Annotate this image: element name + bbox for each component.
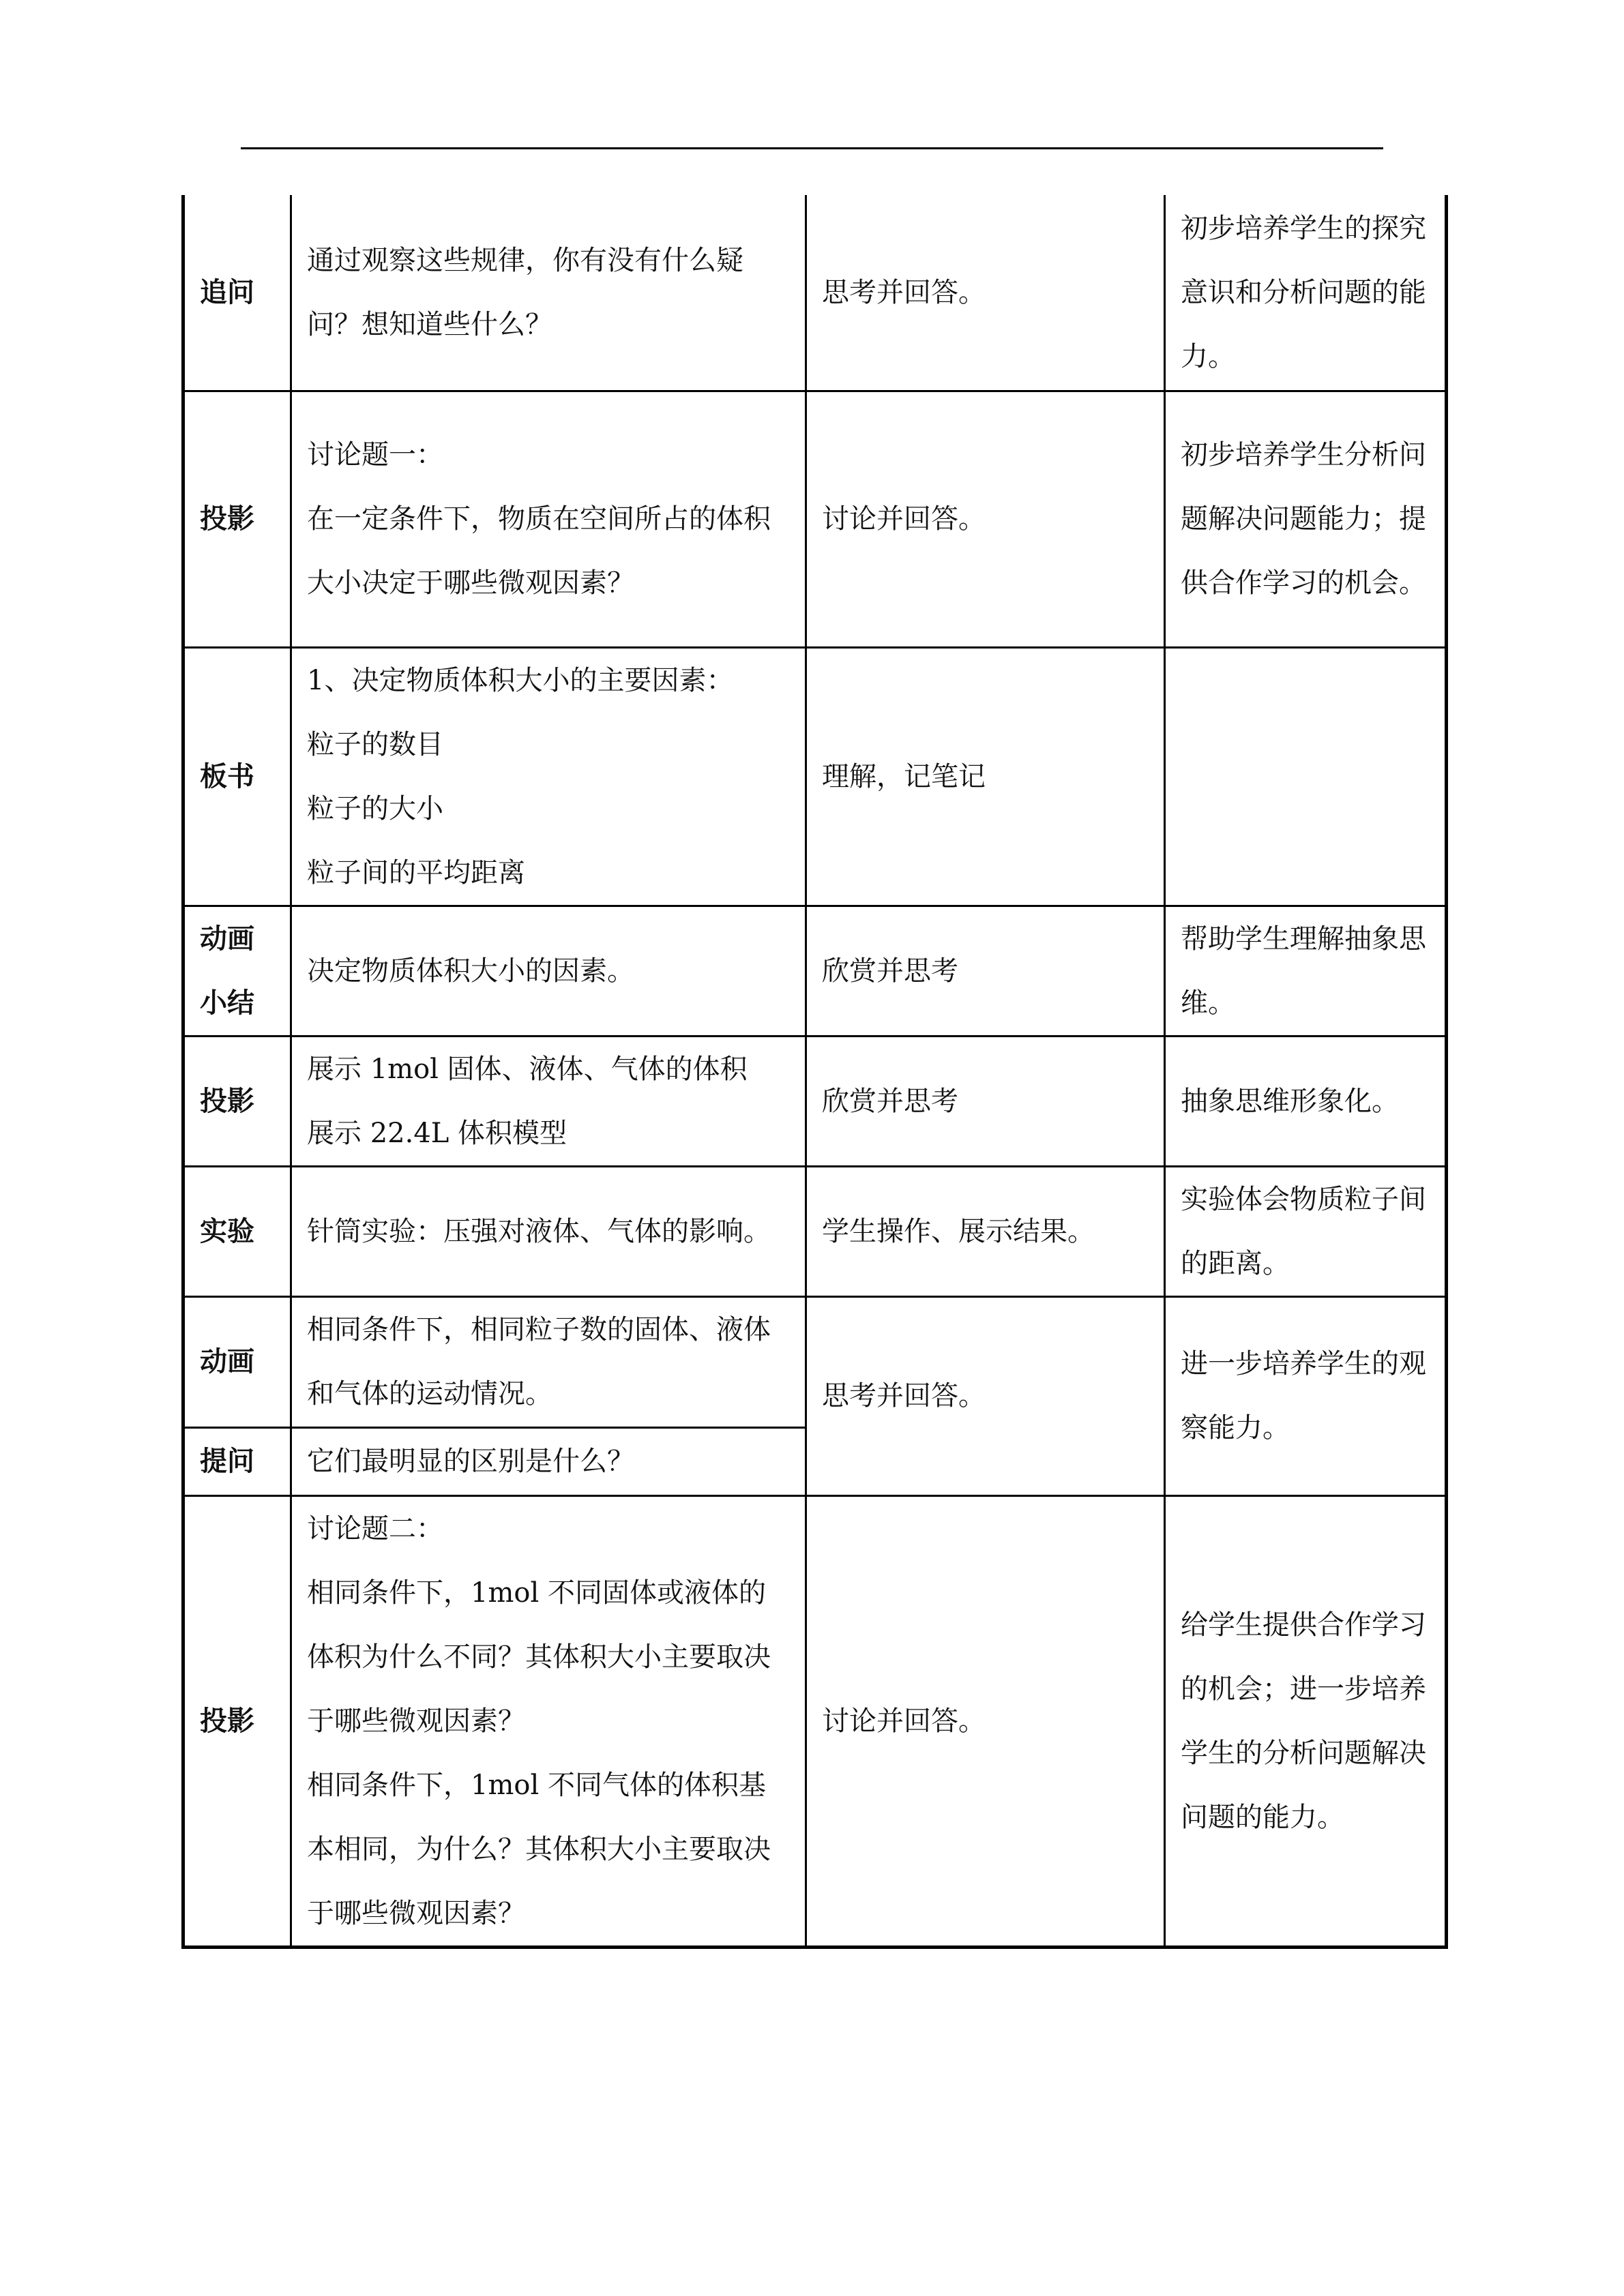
activity-label-cell [183,647,291,906]
activity-label-cell [183,1495,291,1947]
student-activity-cell [806,1296,1165,1495]
activity-label-cell [183,906,291,1036]
teaching-content-text: 针筒实验：压强对液体、气体的影响。 [307,1215,771,1247]
design-purpose-text: 初步培养学生分析问题解决问题能力；提供合作学习的机会。 [1181,439,1426,599]
activity-label-cell [183,195,291,391]
activity-label-cell [183,391,291,647]
activity-label-cell [183,1296,291,1427]
teaching-content-cell [291,1166,806,1296]
activity-label: 投影 [200,1085,254,1117]
activity-label: 小结 [200,987,254,1019]
student-activity-cell [806,1495,1165,1947]
teaching-content-text: 讨论题一： [307,439,443,471]
teaching-content-text: 讨论题二： [307,1512,443,1545]
teaching-content-text: 相同条件下，1mol 不同气体的体积基本相同，为什么？其体积大小主要取决于哪些微观因素？ [307,1769,771,1929]
design-purpose-cell [1165,1166,1447,1296]
student-activity-text: 学生操作、展示结果。 [822,1215,1095,1247]
student-activity-cell [806,195,1165,391]
teaching-content-text: 粒子的大小 [307,792,443,824]
header-rule [241,147,1383,149]
table-row [183,195,1447,391]
design-purpose-cell [1165,1036,1447,1166]
design-purpose-text: 实验体会物质粒子间的距离。 [1181,1183,1426,1279]
lesson-plan-table [181,195,1448,1949]
student-activity-cell [806,647,1165,906]
activity-label: 实验 [200,1215,254,1247]
student-activity-text: 欣赏并思考 [822,1085,958,1117]
table-row [183,1495,1447,1947]
design-purpose-cell [1165,1495,1447,1947]
teaching-content-text: 相同条件下，相同粒子数的固体、液体和气体的运动情况。 [307,1314,771,1410]
design-purpose-text: 初步培养学生的探究意识和分析问题的能力。 [1181,212,1426,372]
student-activity-text: 思考并回答。 [822,276,986,308]
teaching-content-text: 粒子间的平均距离 [307,856,525,889]
table-row [183,391,1447,647]
table-row [183,1036,1447,1166]
teaching-content-text: 展示 22.4L 体积模型 [307,1117,567,1149]
activity-label: 动画 [200,923,254,955]
teaching-content-text: 它们最明显的区别是什么？ [307,1446,634,1477]
teaching-content-cell [291,906,806,1036]
activity-label-cell [183,1427,291,1495]
student-activity-cell [806,391,1165,647]
design-purpose-text: 抽象思维形象化。 [1181,1085,1399,1117]
teaching-content-cell [291,391,806,647]
lesson-plan-table-wrapper [181,195,1445,1949]
table-row [183,906,1447,1036]
teaching-content-text: 展示 1mol 固体、液体、气体的体积 [307,1053,748,1085]
student-activity-text: 理解，记笔记 [822,760,986,792]
activity-label: 动画 [200,1346,254,1377]
student-activity-text: 欣赏并思考 [822,955,958,987]
teaching-content-text: 在一定条件下，物质在空间所占的体积大小决定于哪些微观因素？ [307,503,771,599]
student-activity-text: 讨论并回答。 [822,503,986,535]
teaching-content-cell [291,1495,806,1947]
teaching-content-cell [291,1427,806,1495]
activity-label: 板书 [200,760,254,792]
design-purpose-text: 给学生提供合作学习的机会；进一步培养学生的分析问题解决问题的能力。 [1181,1609,1426,1833]
teaching-content-text: 粒子的数目 [307,728,443,760]
teaching-content-text: 决定物质体积大小的因素。 [307,955,634,987]
design-purpose-cell [1165,1296,1447,1495]
student-activity-cell [806,1036,1165,1166]
table-row [183,1166,1447,1296]
design-purpose-cell [1165,647,1447,906]
design-purpose-cell [1165,391,1447,647]
teaching-content-cell [291,1296,806,1427]
activity-label-cell [183,1036,291,1166]
teaching-content-text: 通过观察这些规律，你有没有什么疑问？想知道些什么？ [307,244,743,340]
table-row [183,1296,1447,1427]
design-purpose-text: 帮助学生理解抽象思维。 [1181,923,1426,1019]
teaching-content-text: 相同条件下，1mol 不同固体或液体的体积为什么不同？其体积大小主要取决于哪些微观因素？ [307,1577,771,1737]
design-purpose-cell [1165,195,1447,391]
activity-label-cell [183,1166,291,1296]
student-activity-cell [806,1166,1165,1296]
student-activity-cell [806,906,1165,1036]
student-activity-text: 讨论并回答。 [822,1705,986,1737]
table-row [183,647,1447,906]
design-purpose-cell [1165,906,1447,1036]
activity-label: 提问 [200,1446,254,1477]
activity-label: 追问 [200,276,254,308]
activity-label: 投影 [200,1705,254,1737]
teaching-content-text: 1、决定物质体积大小的主要因素： [307,664,734,696]
teaching-content-cell [291,647,806,906]
teaching-content-cell [291,195,806,391]
activity-label: 投影 [200,503,254,535]
teaching-content-cell [291,1036,806,1166]
student-activity-text: 思考并回答。 [822,1380,986,1412]
design-purpose-text: 进一步培养学生的观察能力。 [1181,1348,1426,1444]
